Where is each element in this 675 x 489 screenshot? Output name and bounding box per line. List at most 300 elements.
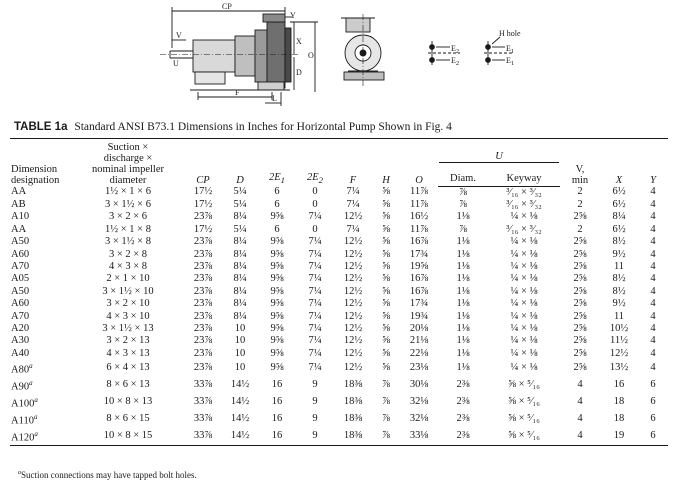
table-row (10, 411, 668, 428)
designation-text: AA (11, 186, 27, 198)
label-u: U (173, 59, 179, 68)
col-designation-line1: Dimension (11, 164, 58, 175)
cell-h: ⅝ (382, 260, 390, 272)
cell-y: 4 (650, 347, 656, 359)
cell-size: 4 × 3 × 8 (108, 260, 148, 272)
cell-d: 14½ (230, 379, 250, 391)
cell-diam: 2⅜ (438, 428, 488, 445)
cell-y: 4 (650, 260, 656, 272)
cell-e1: 9⅝ (270, 285, 284, 297)
cell-cp: 23⅞ (193, 248, 213, 260)
cell-f: 12½ (343, 211, 363, 223)
cell-designation (10, 186, 72, 199)
cell-diam: 1⅛ (456, 362, 470, 374)
cell-y: 4 (650, 236, 656, 248)
cell-d: 10 (234, 362, 246, 374)
cell-y: 4 (650, 248, 656, 260)
cell-key: ¼ × ⅛ (510, 298, 538, 310)
col-suction-line3: nominal impeller (91, 164, 165, 175)
cell-size: 3 × 1½ × 10 (102, 285, 154, 297)
pump-front-view (341, 14, 384, 88)
cell-d: 8¼ (233, 310, 247, 322)
table-row (10, 286, 668, 298)
cell-e1: 16 (258, 428, 296, 445)
table-body (10, 186, 668, 445)
cell-v: 2⅝ (573, 236, 587, 248)
col-o: O (400, 139, 438, 187)
cell-designation (10, 236, 72, 248)
cell-h: ⅝ (382, 335, 390, 347)
cell-key: ¼ × ⅛ (510, 285, 538, 297)
cell-v: 2⅝ (573, 310, 587, 322)
cell-v: 2⅝ (573, 260, 587, 272)
cell-cp: 33⅞ (193, 379, 213, 391)
cell-key: ¼ × ⅛ (510, 273, 538, 285)
cell-v: 2⅝ (573, 322, 587, 334)
cell-size: 3 × 1½ × 13 (102, 322, 154, 334)
cell-x: 12½ (609, 347, 629, 359)
cell-x: 16 (613, 379, 625, 391)
cell-v: 4 (560, 428, 600, 445)
cell-y: 4 (650, 322, 656, 334)
designation-text: A120 (11, 432, 35, 444)
cell-diam: 1⅛ (456, 248, 470, 260)
cell-o: 19⅝ (409, 260, 429, 272)
header-row-1 (10, 139, 668, 166)
cell-e1: 9⅝ (270, 362, 284, 374)
cell-e1: 9⅝ (270, 260, 284, 272)
cell-o: 11⅞ (410, 186, 428, 198)
cell-e1: 16 (271, 379, 283, 391)
col-suction-line2: discharge × (103, 153, 153, 164)
cell-v: 2 (577, 186, 583, 198)
cell-size: 3 × 1½ × 8 (105, 236, 151, 248)
cell-h: ⅞ (382, 379, 390, 391)
cell-key: ⅝ × ⁵⁄₁₆ (508, 413, 540, 425)
cell-size: 3 × 2 × 8 (108, 248, 148, 260)
cell-key: ³⁄₁₆ × ³⁄₃₂ (506, 198, 542, 210)
cell-e2: 7¼ (308, 362, 322, 374)
cell-cp: 23⅞ (193, 335, 213, 347)
cell-designation (10, 199, 72, 211)
cell-o: 11⅞ (410, 223, 428, 235)
cell-e2: 9 (312, 396, 318, 408)
cell-e1: 9⅝ (270, 335, 284, 347)
cell-o: 17¾ (409, 298, 429, 310)
table-row (10, 323, 668, 335)
cell-e2: 7¼ (308, 347, 322, 359)
cell-diam: 1⅛ (456, 273, 470, 285)
cell-e2: 7¼ (308, 322, 322, 334)
cell-cp: 17½ (193, 223, 213, 235)
cell-y: 4 (650, 362, 656, 374)
cell-d: 8¼ (233, 285, 247, 297)
cell-cp: 33⅞ (184, 428, 222, 445)
cell-f: 18⅜ (334, 428, 372, 445)
cell-e2: 7¼ (308, 260, 322, 272)
cell-o: 20⅛ (409, 322, 429, 334)
cell-cp: 23⅞ (193, 236, 213, 248)
cell-h: ⅝ (382, 362, 390, 374)
table-row (10, 249, 668, 261)
cell-x: 11½ (610, 335, 628, 347)
col-u-diam: Diam. (438, 165, 488, 186)
label-e1-bottom: $E_1$ (506, 56, 515, 67)
cell-diam: ⅞ (459, 198, 467, 210)
cell-f: 18⅜ (343, 413, 363, 425)
cell-e1: 9⅝ (270, 298, 284, 310)
cell-cp: 23⅞ (193, 211, 213, 223)
cell-y: 6 (650, 396, 656, 408)
cell-size: 1½ × 1 × 8 (105, 223, 151, 235)
cell-diam: 1⅛ (456, 260, 470, 272)
cell-diam: 1⅛ (456, 298, 470, 310)
pump-diagram (0, 0, 675, 118)
col-2e2 (296, 139, 334, 187)
cell-f: 12½ (343, 362, 363, 374)
col-2e2-label: 2E (306, 171, 319, 183)
designation-text: A110 (11, 415, 34, 427)
designation-text: A90 (11, 381, 30, 393)
cell-size: 2 × 1 × 10 (106, 273, 150, 285)
cell-v: 2 (577, 223, 583, 235)
footnote-ref: a (34, 429, 38, 438)
col-h: H (372, 139, 400, 187)
cell-f: 12½ (343, 322, 363, 334)
cell-size: 3 × 2 × 6 (108, 211, 148, 223)
cell-size: 6 × 4 × 13 (106, 362, 150, 374)
cell-size: 10 × 8 × 15 (72, 428, 184, 445)
cell-v: 4 (577, 413, 583, 425)
cell-d: 8¼ (233, 298, 247, 310)
cell-key: ⅝ × ⁵⁄₁₆ (488, 428, 560, 445)
cell-e1: 9⅝ (270, 273, 284, 285)
table-row (10, 236, 668, 248)
table-row (10, 211, 668, 223)
cell-e2: 0 (312, 198, 318, 210)
cell-y: 4 (650, 310, 656, 322)
cell-y: 4 (650, 335, 656, 347)
cell-size: 3 × 2 × 13 (106, 335, 150, 347)
col-cp: CP (184, 139, 222, 187)
cell-designation (10, 249, 72, 261)
cell-x: 6½ (612, 198, 626, 210)
cell-f: 12½ (343, 335, 363, 347)
footnote-text: Suction connections may have tapped bolt holes. (21, 470, 197, 480)
table-row (10, 335, 668, 347)
cell-diam: ⅞ (459, 223, 467, 235)
cell-diam: 2⅜ (456, 413, 470, 425)
table-row (10, 428, 668, 445)
cell-y: 4 (650, 223, 656, 235)
cell-size: 10 × 8 × 13 (103, 396, 153, 408)
cell-y: 6 (638, 428, 668, 445)
cell-designation (10, 261, 72, 273)
table-row (10, 360, 668, 377)
table-row (10, 298, 668, 310)
cell-v: 2⅝ (573, 298, 587, 310)
cell-key: ¼ × ⅛ (510, 322, 538, 334)
footnote-ref: a (29, 362, 33, 371)
cell-key: ¼ × ⅛ (510, 260, 538, 272)
cell-x: 8½ (612, 285, 626, 297)
col-suction-line1: Suction × (107, 142, 149, 153)
col-v-label: V, (575, 164, 585, 175)
cell-designation (10, 286, 72, 298)
table-title: Standard ANSI B73.1 Dimensions in Inches for Horizontal Pump Shown in Fig. 4 (74, 121, 452, 133)
cell-d: 14½ (230, 396, 250, 408)
col-2e1-label: 2E (268, 171, 281, 183)
label-e2-top: $E_2$ (451, 44, 460, 55)
cell-h: ⅞ (382, 396, 390, 408)
cell-e1: 9⅝ (270, 236, 284, 248)
cell-f: 7¼ (346, 186, 360, 198)
cell-d: 10 (234, 322, 246, 334)
cell-e1: 16 (271, 413, 283, 425)
cell-size: 3 × 2 × 10 (106, 298, 150, 310)
cell-designation (10, 311, 72, 323)
cell-e1: 16 (271, 396, 283, 408)
cell-e1: 9⅝ (270, 347, 284, 359)
designation-text: A50 (11, 285, 30, 297)
cell-h: ⅝ (382, 186, 390, 198)
cell-diam: 1⅛ (456, 310, 470, 322)
cell-h: ⅝ (382, 285, 390, 297)
col-u-keyway: Keyway (488, 165, 560, 186)
dimensions-table-wrap (10, 138, 666, 446)
footnote-ref: a (33, 412, 38, 421)
cell-e2: 0 (312, 186, 318, 198)
cell-h: ⅝ (382, 236, 390, 248)
designation-text: A60 (11, 248, 30, 260)
cell-e2: 7¼ (308, 298, 322, 310)
cell-f: 12½ (343, 310, 363, 322)
cell-e2: 9 (296, 428, 334, 445)
cell-e1: 6 (274, 186, 280, 198)
cell-designation (10, 211, 72, 223)
cell-diam: 1⅛ (456, 236, 470, 248)
designation-text: A70 (11, 260, 30, 272)
cell-f: 12½ (343, 285, 363, 297)
cell-o: 21⅛ (409, 335, 429, 347)
col-v (560, 139, 600, 187)
cell-key: ¼ × ⅛ (510, 335, 538, 347)
cell-h: ⅝ (382, 347, 390, 359)
cell-size: 4 × 3 × 13 (106, 347, 150, 359)
cell-key: ⅝ × ⁵⁄₁₆ (508, 396, 540, 408)
cell-size: 8 × 6 × 13 (106, 379, 150, 391)
cell-y: 4 (650, 198, 656, 210)
cell-y: 4 (650, 298, 656, 310)
cell-y: 6 (650, 379, 656, 391)
cell-designation (10, 298, 72, 310)
cell-x: 18 (613, 413, 625, 425)
cell-o: 16⅞ (409, 273, 429, 285)
table-row (10, 273, 668, 285)
cell-key: ¼ × ⅛ (510, 362, 538, 374)
cell-cp: 33⅞ (193, 413, 213, 425)
designation-text: A60 (11, 298, 30, 310)
cell-cp: 23⅞ (193, 362, 213, 374)
cell-f: 7¼ (346, 198, 360, 210)
cell-v: 2⅝ (573, 285, 587, 297)
cell-d: 8¼ (233, 211, 247, 223)
cell-o: 23⅛ (409, 362, 429, 374)
col-x: X (600, 139, 638, 187)
cell-x: 9½ (612, 248, 626, 260)
cell-o: 17¾ (409, 248, 429, 260)
col-u-group (438, 139, 560, 166)
cell-v: 2⅝ (573, 273, 587, 285)
cell-y: 6 (650, 413, 656, 425)
cell-x: 10½ (609, 322, 629, 334)
label-y: Y (290, 11, 296, 20)
cell-f: 12½ (343, 273, 363, 285)
col-f: F (334, 139, 372, 187)
cell-designation (10, 360, 72, 377)
cell-cp: 23⅞ (193, 322, 213, 334)
cell-y: 4 (650, 273, 656, 285)
col-designation-line2: designation (11, 175, 60, 186)
cell-x: 6½ (612, 186, 626, 198)
cell-cp: 23⅞ (193, 273, 213, 285)
cell-h: ⅝ (382, 198, 390, 210)
cell-y: 4 (650, 285, 656, 297)
table-row (10, 311, 668, 323)
cell-x: 9½ (612, 298, 626, 310)
cell-cp: 23⅞ (193, 285, 213, 297)
cell-v: 4 (577, 396, 583, 408)
designation-text: A10 (11, 211, 30, 223)
cell-x: 11 (613, 260, 625, 272)
cell-diam: 1⅛ (456, 335, 470, 347)
cell-e2: 0 (312, 223, 318, 235)
cell-d: 10 (234, 335, 246, 347)
label-f: F (235, 88, 240, 97)
cell-e2: 9 (312, 413, 318, 425)
cell-f: 12½ (343, 236, 363, 248)
label-l: L (272, 94, 277, 103)
designation-text: A40 (11, 347, 30, 359)
cell-key: ¼ × ⅛ (510, 236, 538, 248)
cell-d: 8¼ (233, 273, 247, 285)
col-designation (10, 139, 72, 187)
cell-d: 14½ (222, 428, 258, 445)
cell-designation (10, 394, 72, 411)
cell-o: 30⅛ (409, 379, 429, 391)
cell-e1: 9⅝ (270, 248, 284, 260)
cell-cp: 23⅞ (193, 347, 213, 359)
dimensions-table (10, 138, 668, 446)
cell-diam: 1⅛ (456, 211, 470, 223)
cell-d: 8¼ (233, 236, 247, 248)
cell-cp: 33⅞ (193, 396, 213, 408)
cell-designation (10, 335, 72, 347)
cell-y: 4 (650, 186, 656, 198)
cell-e2: 7¼ (308, 310, 322, 322)
cell-v: 2⅝ (573, 248, 587, 260)
cell-o: 32⅛ (409, 413, 429, 425)
designation-text: A30 (11, 335, 30, 347)
label-d: D (296, 68, 302, 77)
cell-o: 33⅛ (400, 428, 438, 445)
cell-cp: 23⅞ (193, 260, 213, 272)
cell-key: ⅝ × ⁵⁄₁₆ (508, 379, 540, 391)
cell-x: 6½ (612, 223, 626, 235)
cell-h: ⅝ (382, 248, 390, 260)
label-e2-bottom: $E_2$ (451, 56, 460, 67)
cell-cp: 17½ (193, 186, 213, 198)
table-row (10, 199, 668, 211)
cell-diam: ⅞ (459, 186, 467, 198)
cell-y: 4 (650, 211, 656, 223)
cell-e1: 9⅝ (270, 211, 284, 223)
table-row (10, 261, 668, 273)
cell-f: 18⅜ (343, 379, 363, 391)
cell-h: ⅞ (372, 428, 400, 445)
cell-key: ¼ × ⅛ (510, 248, 538, 260)
cell-e2: 9 (312, 379, 318, 391)
cell-diam: 1⅛ (456, 347, 470, 359)
cell-key: ³⁄₁₆ × ³⁄₃₂ (506, 186, 542, 198)
cell-size: 3 × 1½ × 6 (105, 198, 151, 210)
cell-x: 8½ (612, 236, 626, 248)
cell-o: 19¾ (409, 310, 429, 322)
designation-text: A50 (11, 236, 30, 248)
col-suction-line4: diameter (109, 175, 147, 186)
cell-h: ⅝ (382, 273, 390, 285)
cell-o: 32⅛ (409, 396, 429, 408)
cell-e2: 7¼ (308, 335, 322, 347)
footnote-ref: a (34, 396, 38, 404)
cell-designation (10, 273, 72, 285)
label-o: O (308, 51, 314, 60)
table-row (10, 224, 668, 236)
label-cp: CP (222, 2, 232, 11)
cell-designation (10, 428, 72, 445)
col-u-label: U (439, 151, 559, 163)
cell-diam: 1⅛ (456, 322, 470, 334)
cell-designation (10, 224, 72, 236)
cell-h: ⅝ (382, 211, 390, 223)
table-row (10, 348, 668, 360)
cell-v: 4 (577, 379, 583, 391)
cell-o: 16⅞ (409, 236, 429, 248)
cell-e1: 6 (274, 198, 280, 210)
cell-h: ⅝ (382, 298, 390, 310)
col-v-min: min (571, 175, 589, 186)
cell-x: 18 (613, 396, 625, 408)
cell-size: 1½ × 1 × 6 (105, 186, 151, 198)
col-2e1-sub: 1 (280, 175, 286, 185)
cell-o: 11⅞ (410, 198, 428, 210)
label-x: X (296, 37, 302, 46)
cell-o: 22⅛ (409, 347, 429, 359)
cell-d: 14½ (230, 413, 250, 425)
cell-size: 4 × 3 × 10 (106, 310, 150, 322)
cell-h: ⅝ (382, 310, 390, 322)
designation-text: A20 (11, 322, 30, 334)
col-y: Y (638, 139, 668, 187)
cell-key: ¼ × ⅛ (510, 347, 538, 359)
cell-v: 2⅝ (573, 347, 587, 359)
cell-h: ⅝ (382, 223, 390, 235)
table-row (10, 186, 668, 199)
cell-designation (10, 323, 72, 335)
cell-e2: 7¼ (308, 236, 322, 248)
label-e1-top: $E_1$ (506, 44, 515, 55)
cell-d: 5¼ (233, 186, 247, 198)
